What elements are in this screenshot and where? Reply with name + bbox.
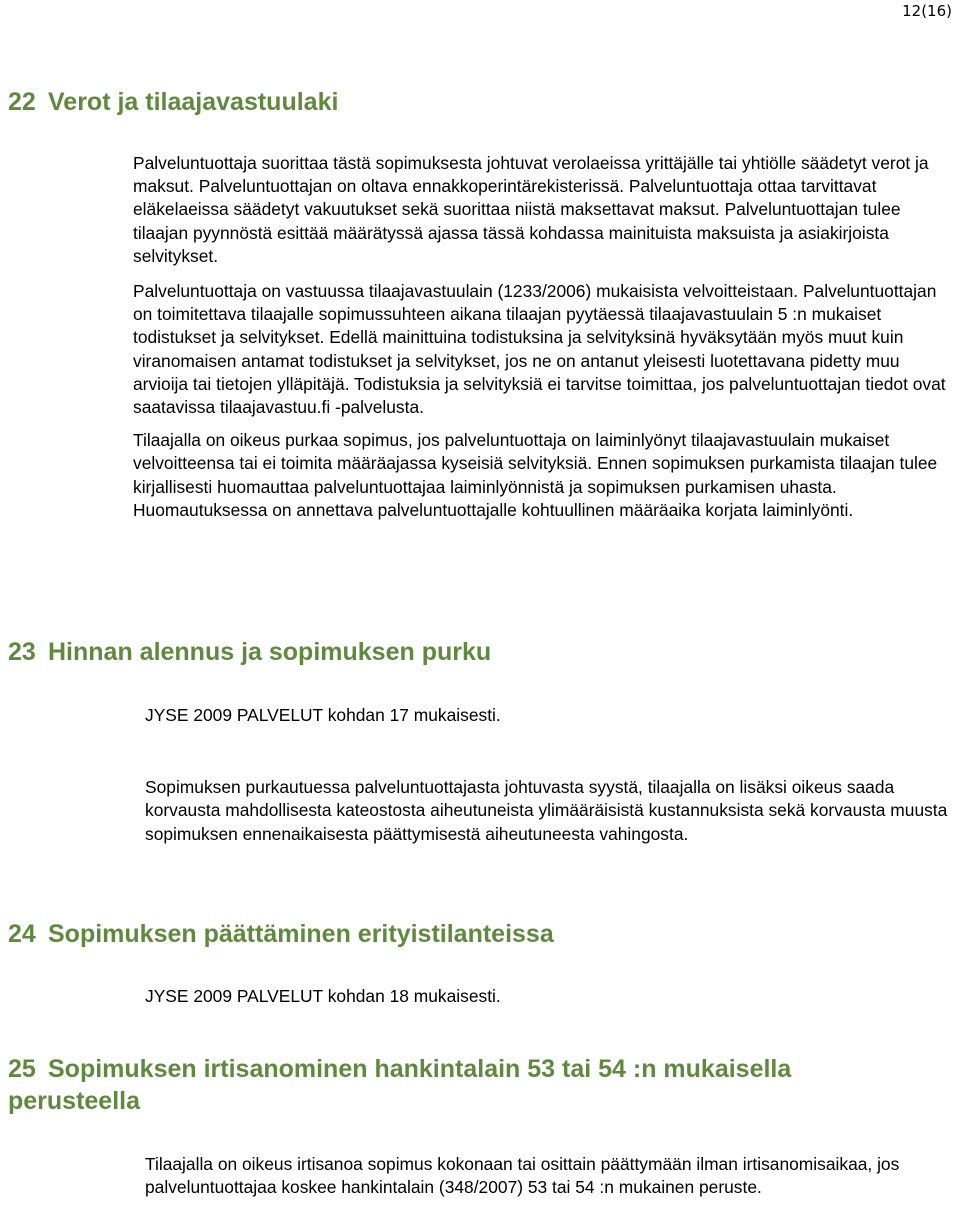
section-23-body	[145, 704, 955, 846]
paragraph: Sopimuksen purkautuessa palveluntuottajasta johtuvasta syystä, tilaajalla on lisäksi oikeus saada korvausta mahdollisesta kateostosta aiheutuneista ylimääräisistä kustannuksista sekä korvausta muusta sopimuksen ennenaikaisesta päättymisestä aiheutuneesta vahingosta.	[145, 777, 948, 844]
paragraph: JYSE 2009 PALVELUT kohdan 17 mukaisesti.	[145, 705, 501, 725]
section-23-heading	[8, 636, 491, 668]
paragraph: Palveluntuottaja on vastuussa tilaajavastuulain (1233/2006) mukaisista velvoitteistaan. Palveluntuottajan on toimitettava tilaajalle sopimussuhteen aikana tilaajan pyytäessä tilaajavastuulain 5 :n mukaiset todistukset ja selvitykset. Edellä mainittuina todistuksina ja selvityksinä hyväksytään myös muut kuin viranomaisen antamat todistukset ja selvitykset, jos ne on antanut yleisesti luotettavana pidetty muu arvioija tai tietojen ylläpitäjä. Todistuksia ja selvityksiä ei tarvitse toimittaa, jos palveluntuottajan tiedot ovat saatavissa tilaajavastuu.fi -palvelusta.	[133, 281, 946, 418]
section-number: 24	[8, 920, 36, 948]
section-25-body	[145, 1153, 955, 1199]
section-24-heading	[8, 918, 554, 950]
paragraph: Tilaajalla on oikeus irtisanoa sopimus kokonaan tai osittain päättymään ilman irtisanomisaikaa, jos palveluntuottajaa koskee hankintalain (348/2007) 53 tai 54 :n mukainen peruste.	[145, 1154, 900, 1198]
section-24-body	[145, 985, 955, 1008]
section-number: 23	[8, 638, 36, 666]
section-title: Hinnan alennus ja sopimuksen purku	[48, 638, 492, 666]
paragraph: Tilaajalla on oikeus purkaa sopimus, jos palveluntuottaja on laiminlyönyt tilaajavastuulain mukaiset velvoitteensa tai ei toimita määräajassa kyseisiä selvityksiä. Ennen sopimuksen purkamista tilaajan tulee kirjallisesti huomauttaa palveluntuottajaa laiminlyönnistä ja sopimuksen purkamisen uhasta. Huomautuksessa on annettava palveluntuottajalle kohtuullinen määräaika korjata laiminlyönti.	[133, 430, 938, 520]
section-25-heading	[8, 1053, 908, 1117]
paragraph: JYSE 2009 PALVELUT kohdan 18 mukaisesti.	[145, 986, 501, 1006]
page-number: 12(16)	[902, 2, 952, 20]
section-title: Sopimuksen päättäminen erityistilanteissa	[48, 920, 554, 948]
section-title: Verot ja tilaajavastuulaki	[48, 88, 339, 116]
section-22-body	[133, 152, 955, 522]
section-number: 25	[8, 1055, 36, 1083]
section-title: Sopimuksen irtisanominen hankintalain 53 tai 54 :n mukaisella perusteella	[8, 1055, 792, 1115]
section-22-heading	[8, 86, 338, 118]
paragraph: Palveluntuottaja suorittaa tästä sopimuksesta johtuvat verolaeissa yrittäjälle tai yhtiölle säädetyt verot ja maksut. Palveluntuottajan on oltava ennakkoperintärekisterissä. Palveluntuottaja ottaa tarvittavat eläkelaeissa säädetyt vakuutukset sekä suorittaa niistä maksettavat maksut. Palveluntuottajan tulee tilaajan pyynnöstä esittää määrätyssä ajassa tässä kohdassa mainituista maksuista ja asiakirjoista selvitykset.	[133, 153, 929, 266]
section-number: 22	[8, 88, 36, 116]
